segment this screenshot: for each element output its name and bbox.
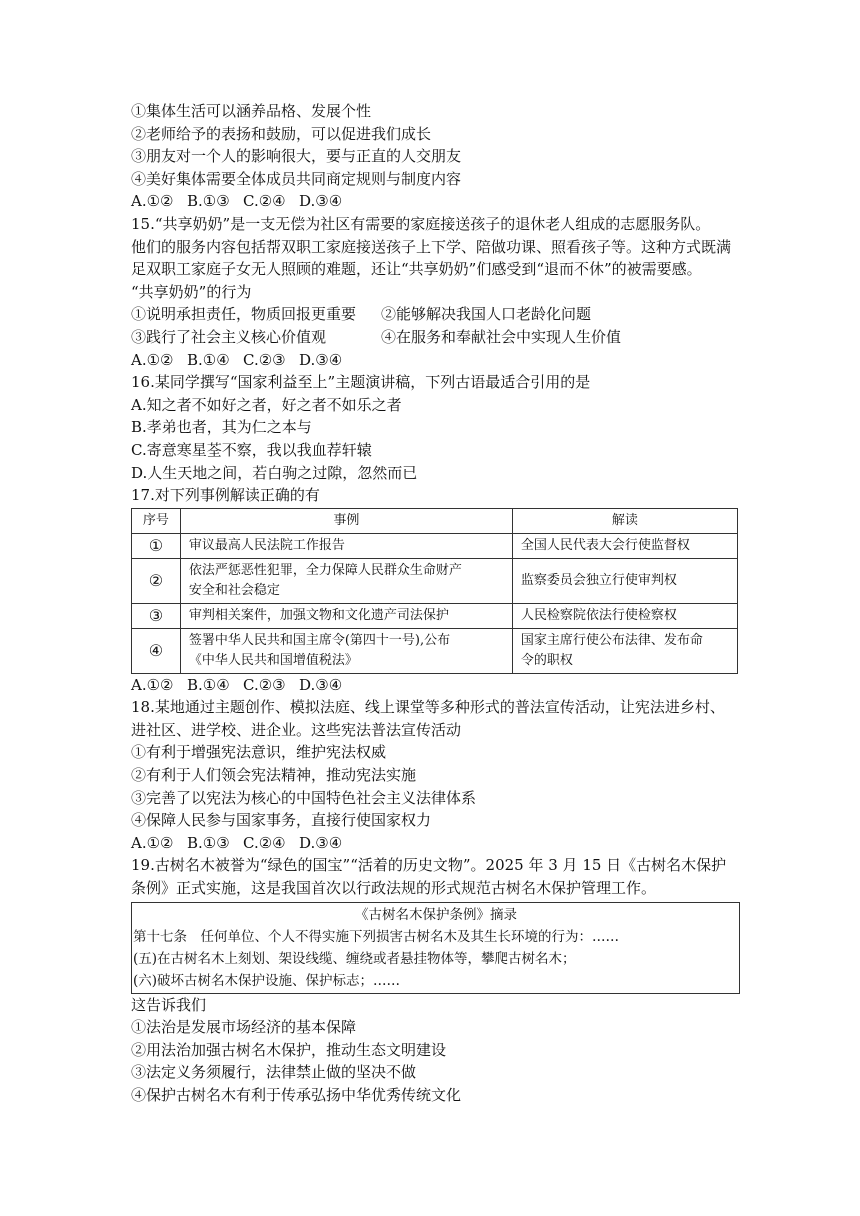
q18-option-b[interactable]: B.①③ <box>187 833 230 852</box>
q18-block <box>131 696 741 854</box>
q18-stem-line-1: 18.某地通过主题创作、模拟法庭、线上课堂等多种形式的普法宣传活动，让宪法进乡村、 <box>131 698 725 717</box>
q18-statement-4: ④保障人民参与国家事务，直接行使国家权力 <box>131 811 432 830</box>
row-number: ③ <box>132 603 181 628</box>
row-explain: 全国人民代表大会行使监督权 <box>512 533 737 558</box>
q16-choice-d[interactable]: D.人生天地之间，若白驹之过隙，忽然而已 <box>131 463 418 482</box>
q18-statement-2: ②有利于人们领会宪法精神，推动宪法实施 <box>131 766 417 785</box>
q14-statement-2: ②老师给予的表扬和鼓励，可以促进我们成长 <box>131 124 432 143</box>
q14-option-d[interactable]: D.③④ <box>299 192 343 211</box>
q15-statement-1: ①说明承担责任，物质回报更重要 <box>131 305 357 324</box>
q18-option-d[interactable]: D.③④ <box>299 833 343 852</box>
q17-options <box>131 674 741 697</box>
q15-option-c[interactable]: C.②③ <box>243 350 286 369</box>
excerpt-line-2: (五)在古树名木上刻划、架设线缆、缠绕或者悬挂物体等，攀爬古树名木； <box>133 950 576 967</box>
q15-option-d[interactable]: D.③④ <box>299 350 343 369</box>
row-number: ① <box>132 533 181 558</box>
row-event: 依法严惩恶性犯罪，全力保障人民群众生命财产 安全和社会稳定 <box>180 558 512 603</box>
excerpt-line-1: 第十七条 任何单位、个人不得实施下列损害古树名木及其生长环境的行为：…… <box>133 928 619 945</box>
q14-statement-3: ③朋友对一个人的影响很大，要与正直的人交朋友 <box>131 147 462 166</box>
q15-stem-line-2: 他们的服务内容包括帮双职工家庭接送孩子上下学、陪做功课、照看孩子等。这种方式既满 <box>131 237 732 256</box>
q15-stem-line-3: 足双职工家庭子女无人照顾的难题，还让“共享奶奶”们感受到“退而不休”的被需要感。 <box>131 260 702 279</box>
q17-table-header <box>132 508 738 533</box>
q19-lead: 这告诉我们 <box>131 995 207 1014</box>
exam-page <box>131 100 741 1107</box>
header-explain: 解读 <box>512 508 737 533</box>
table-row <box>132 628 738 673</box>
row-number: ② <box>132 558 181 603</box>
q14-statement-4: ④美好集体需要全体成员共同商定规则与制度内容 <box>131 169 462 188</box>
q19-stem-line-2: 条例》正式实施，这是我国首次以行政法规的形式规范古树名木保护管理工作。 <box>131 879 657 898</box>
q18-statement-3: ③完善了以宪法为核心的中国特色社会主义法律体系 <box>131 788 477 807</box>
header-event: 事例 <box>180 508 512 533</box>
q19-block <box>131 854 741 1106</box>
q18-stem-line-2: 进社区、进学校、进企业。这些宪法普法宣传活动 <box>131 720 462 739</box>
q18-options <box>131 832 741 855</box>
q15-statements-row-2 <box>131 326 741 349</box>
row-explain: 人民检察院依法行使检察权 <box>512 603 737 628</box>
q19-statement-1: ①法治是发展市场经济的基本保障 <box>131 1018 357 1037</box>
table-row <box>132 533 738 558</box>
q15-statement-3: ③践行了社会主义核心价值观 <box>131 327 327 346</box>
table-row <box>132 558 738 603</box>
excerpt-title: 《古树名木保护条例》摘录 <box>355 906 517 923</box>
q14-block <box>131 100 741 213</box>
q15-option-b[interactable]: B.①④ <box>187 350 230 369</box>
q19-statement-3: ③法定义务须履行，法律禁止做的坚决不做 <box>131 1063 417 1082</box>
q14-option-b[interactable]: B.①③ <box>187 192 230 211</box>
q15-stem-line-4: “共享奶奶”的行为 <box>131 282 252 301</box>
q16-block <box>131 371 741 484</box>
row-event: 审判相关案件，加强文物和文化遗产司法保护 <box>180 603 512 628</box>
q17-option-b[interactable]: B.①④ <box>187 675 230 694</box>
q19-statement-2: ②用法治加强古树名木保护，推动生态文明建设 <box>131 1040 447 1059</box>
row-event: 审议最高人民法院工作报告 <box>180 533 512 558</box>
q15-statement-2: ②能够解决我国人口老龄化问题 <box>381 305 592 324</box>
q16-choice-c[interactable]: C.寄意寒星荃不察，我以我血荐轩辕 <box>131 440 372 459</box>
table-row <box>132 603 738 628</box>
q17-block <box>131 484 741 696</box>
q15-options <box>131 349 741 372</box>
q19-excerpt-box <box>131 902 740 994</box>
q14-statement-1: ①集体生活可以涵养品格、发展个性 <box>131 102 372 120</box>
q18-option-c[interactable]: C.②④ <box>243 833 286 852</box>
q15-option-a[interactable]: A.①② <box>131 350 174 369</box>
row-event: 签署中华人民共和国主席令(第四十一号),公布 《中华人民共和国增值税法》 <box>180 628 512 673</box>
q17-option-a[interactable]: A.①② <box>131 675 174 694</box>
q18-statement-1: ①有利于增强宪法意识，维护宪法权威 <box>131 743 387 762</box>
row-number: ④ <box>132 628 181 673</box>
row-explain: 国家主席行使公布法律、发布命 令的职权 <box>512 628 737 673</box>
q15-stem-line-1: 15.“共享奶奶”是一支无偿为社区有需要的家庭接送孩子的退休老人组成的志愿服务队。 <box>131 214 711 233</box>
q14-option-c[interactable]: C.②④ <box>243 192 286 211</box>
q14-options <box>131 190 741 213</box>
q16-choice-a[interactable]: A.知之者不如好之者，好之者不如乐之者 <box>131 395 402 414</box>
header-number: 序号 <box>132 508 181 533</box>
excerpt-line-3: (六)破坏古树名木保护设施、保护标志；…… <box>133 972 401 989</box>
q15-statements-row-1 <box>131 303 741 326</box>
q16-stem: 16.某同学撰写“国家利益至上”主题演讲稿，下列古语最适合引用的是 <box>131 373 591 392</box>
q16-choice-b[interactable]: B.孝弟也者，其为仁之本与 <box>131 418 312 437</box>
q18-option-a[interactable]: A.①② <box>131 833 174 852</box>
q19-stem-line-1: 19.古树名木被誉为“绿色的国宝”“活着的历史文物”。2025 年 3 月 15 日《古树名木保护 <box>131 856 727 875</box>
q17-option-c[interactable]: C.②③ <box>243 675 286 694</box>
row-explain: 监察委员会独立行使审判权 <box>512 558 737 603</box>
q15-block <box>131 213 741 371</box>
q14-option-a[interactable]: A.①② <box>131 192 174 211</box>
q15-statement-4: ④在服务和奉献社会中实现人生价值 <box>381 327 622 346</box>
q17-option-d[interactable]: D.③④ <box>299 675 343 694</box>
q17-stem: 17.对下列事例解读正确的有 <box>131 486 320 505</box>
q19-statement-4: ④保护古树名木有利于传承弘扬中华优秀传统文化 <box>131 1086 462 1104</box>
q17-table <box>131 508 738 674</box>
